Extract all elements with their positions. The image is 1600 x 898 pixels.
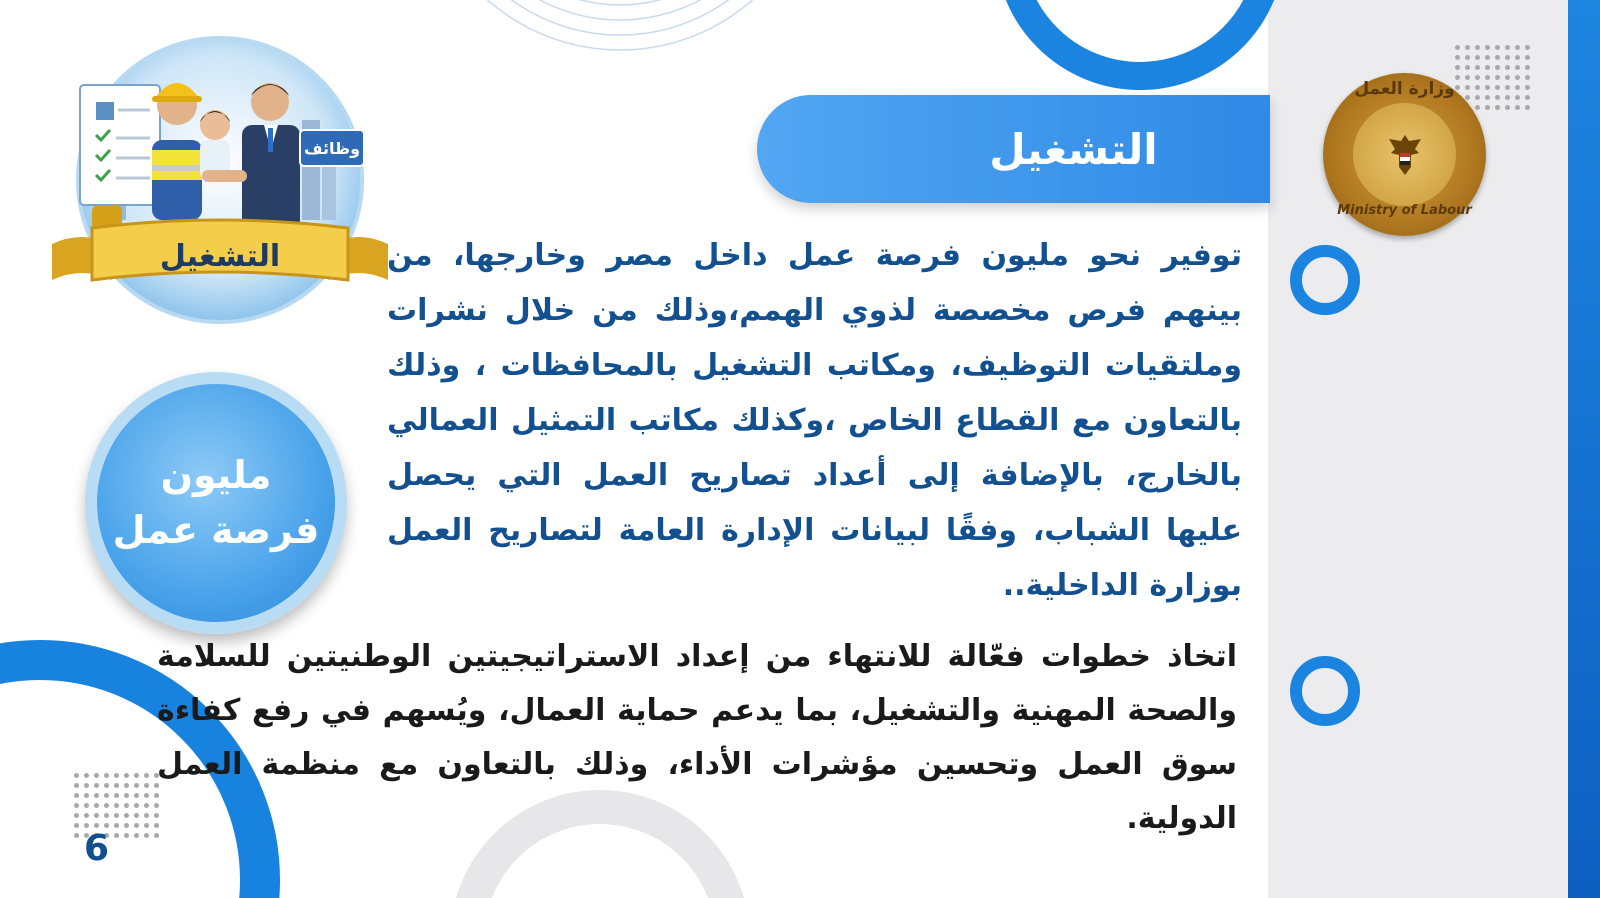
ministry-logo	[1323, 73, 1486, 236]
page-title: التشغيل	[989, 124, 1158, 174]
paragraph-strategies: اتخاذ خطوات فعّالة للانتهاء من إعداد الاستراتيجيتين الوطنيتين للسلامة والصحة المهنية والتشغيل، بما يدعم حماية العمال، ويُسهم في رفع كفاءة سوق العمل وتحسين مؤشرات الأداء، وذلك بالتعاون مع منظمة العمل الدولية.	[157, 639, 1237, 836]
decorative-ring-top	[995, 0, 1285, 90]
decorative-arcs	[400, 0, 840, 60]
employment-illustration	[52, 30, 388, 332]
bullet-ring-icon	[1290, 656, 1360, 726]
highlight-badge	[85, 372, 347, 634]
illustration-sign-text: وظائف	[303, 139, 361, 158]
dot-pattern-top	[1455, 45, 1530, 110]
highlight-line-1: مليون	[160, 452, 272, 497]
illustration-ribbon-text: التشغيل	[159, 239, 281, 274]
bullet-ring-icon	[1290, 245, 1360, 315]
logo-english-text: Ministry of Labour	[1337, 203, 1472, 218]
right-blue-bar	[1568, 0, 1600, 898]
paragraph-employment: توفير نحو مليون فرصة عمل داخل مصر وخارجها، من بينهم فرص مخصصة لذوي الهمم،وذلك من خلال نشرات وملتقيات التوظيف، ومكاتب التشغيل بالمحافظات ، وذلك بالتعاون مع القطاع الخاص ،وكذلك مكاتب التمثيل العمالي بالخارج، بالإضافة إلى أعداد تصاريح العمل التي يحصل عليها الشباب، وفقًا لبيانات الإدارة العامة لتصاريح العمل بوزارة الداخلية..	[387, 238, 1242, 603]
logo-arabic-text: وزارة العمل	[1354, 79, 1455, 99]
eagle-icon	[1385, 133, 1425, 177]
title-banner	[757, 95, 1270, 203]
page-number: 6	[84, 828, 110, 869]
highlight-line-2: فرصة عمل	[112, 508, 320, 552]
